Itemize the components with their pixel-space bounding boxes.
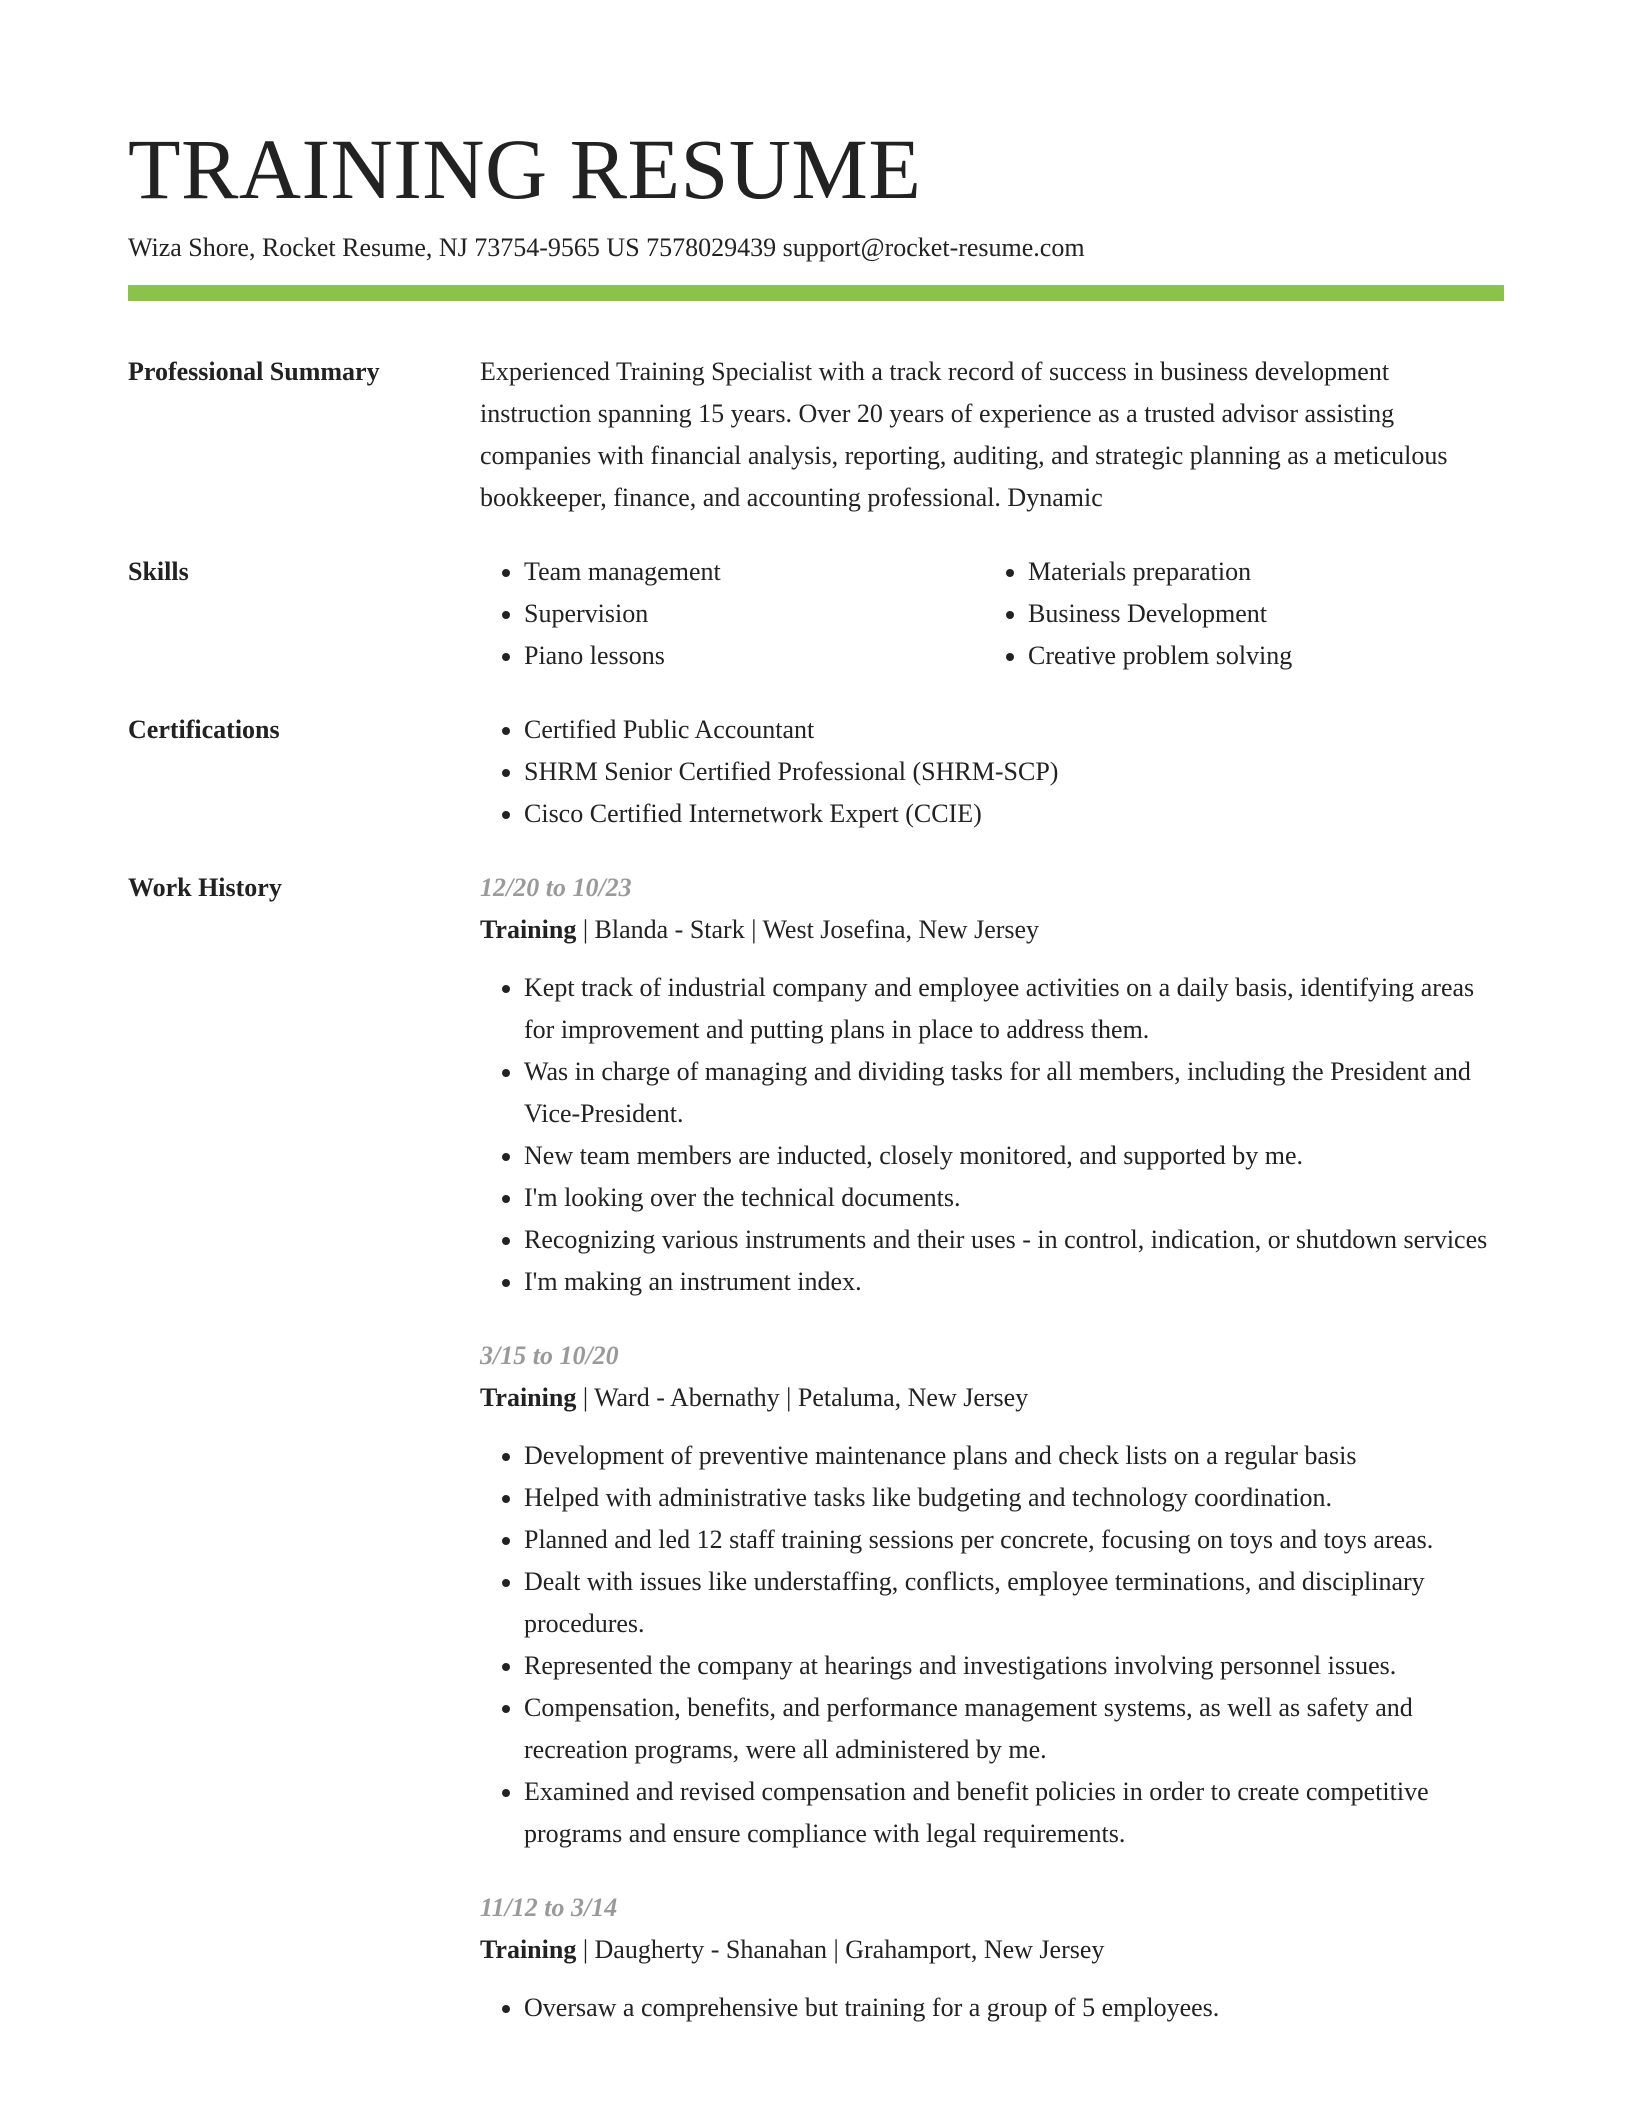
job-bullet: • Development of preventive maintenance plans and check lists on a regular basis — [524, 1435, 1504, 1477]
job-bullet: • I'm making an instrument index. — [524, 1261, 1504, 1303]
job-bullet: • Kept track of industrial company and employee activities on a daily basis, identifying areas for improvement and putting plans in place to address them. — [524, 967, 1504, 1051]
resume-page — [128, 0, 1504, 2061]
job-title: Training — [480, 1383, 577, 1412]
contact-line: Wiza Shore, Rocket Resume, NJ 73754-9565 US 7578029439 support@rocket-resume.com — [128, 233, 1085, 262]
job-entry — [480, 1887, 1504, 2029]
job-bullet: • Was in charge of managing and dividing tasks for all members, including the President and Vice-President. — [524, 1051, 1504, 1135]
skills-label: Skills — [128, 557, 189, 586]
skills-section — [128, 551, 1504, 677]
job-bullet: • Represented the company at hearings and investigations involving personnel issues. — [524, 1645, 1504, 1687]
job-heading — [480, 1929, 1504, 1971]
job-bullet: • Recognizing various instruments and their uses - in control, indication, or shutdown services — [524, 1219, 1504, 1261]
job-bullet: • New team members are inducted, closely monitored, and supported by me. — [524, 1135, 1504, 1177]
job-heading — [480, 909, 1504, 951]
header-divider — [128, 285, 1504, 301]
job-bullet: • Helped with administrative tasks like budgeting and technology coordination. — [524, 1477, 1504, 1519]
job-title: Training — [480, 915, 577, 944]
work-history-section — [128, 867, 1504, 2061]
skill-item: • Creative problem solving — [1028, 635, 1488, 677]
skill-item: • Business Development — [1028, 593, 1488, 635]
job-bullet: • Examined and revised compensation and benefit policies in order to create competitive programs and ensure compliance with legal requirements. — [524, 1771, 1504, 1855]
skill-item: • Supervision — [524, 593, 984, 635]
job-bullets — [480, 1435, 1504, 1855]
job-date: 3/15 to 10/20 — [480, 1341, 619, 1370]
page-title: TRAINING RESUME — [128, 121, 922, 217]
skills-list-left — [480, 551, 984, 677]
job-date: 11/12 to 3/14 — [480, 1893, 618, 1922]
job-details: | Daugherty - Shanahan | Grahamport, New Jersey — [576, 1935, 1105, 1964]
job-title: Training — [480, 1935, 577, 1964]
job-bullet: • Compensation, benefits, and performance management systems, as well as safety and recreation programs, were all administered by me. — [524, 1687, 1504, 1771]
summary-label: Professional Summary — [128, 357, 380, 386]
certifications-section — [128, 709, 1504, 835]
job-bullet: • Dealt with issues like understaffing, conflicts, employee terminations, and disciplinary procedures. — [524, 1561, 1504, 1645]
certifications-list — [480, 709, 1504, 835]
job-bullet: • I'm looking over the technical documents. — [524, 1177, 1504, 1219]
job-entry — [480, 1335, 1504, 1855]
job-details: | Blanda - Stark | West Josefina, New Jersey — [576, 915, 1040, 944]
skill-item: • Piano lessons — [524, 635, 984, 677]
skill-item: • Materials preparation — [1028, 551, 1488, 593]
job-heading — [480, 1377, 1504, 1419]
work-history-label: Work History — [128, 873, 282, 902]
job-bullets — [480, 967, 1504, 1303]
skills-list-right — [984, 551, 1488, 677]
certification-item: • SHRM Senior Certified Professional (SHRM-SCP) — [524, 751, 1504, 793]
certification-item: • Cisco Certified Internetwork Expert (CCIE) — [524, 793, 1504, 835]
summary-section — [128, 351, 1504, 519]
summary-text: Experienced Training Specialist with a track record of success in business development instruction spanning 15 years. Over 20 years of experience as a trusted advisor assisting companies with financial analysis, reporting, auditing, and strategic planning as a meticulous bookkeeper, finance, and accounting professional. Dynamic — [480, 357, 1448, 512]
job-details: | Ward - Abernathy | Petaluma, New Jersey — [576, 1383, 1029, 1412]
certification-item: • Certified Public Accountant — [524, 709, 1504, 751]
job-bullets — [480, 1987, 1504, 2029]
certifications-label: Certifications — [128, 715, 280, 744]
skill-item: • Team management — [524, 551, 984, 593]
job-entry — [480, 867, 1504, 1303]
job-date: 12/20 to 10/23 — [480, 873, 632, 902]
job-bullet: • Planned and led 12 staff training sessions per concrete, focusing on toys and toys areas. — [524, 1519, 1504, 1561]
job-bullet: • Oversaw a comprehensive but training for a group of 5 employees. — [524, 1987, 1504, 2029]
